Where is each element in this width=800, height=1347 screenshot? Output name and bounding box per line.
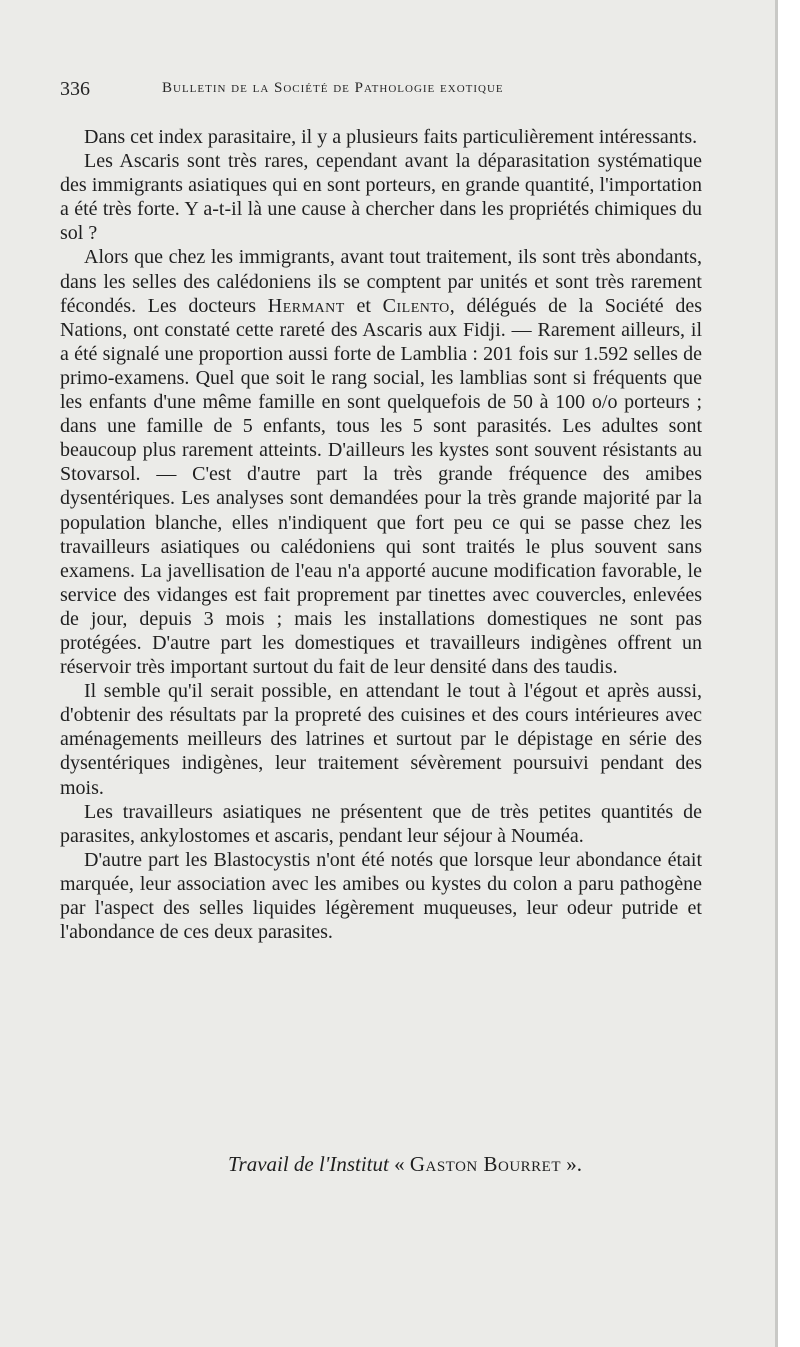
paragraph: Dans cet index parasitaire, il y a plusieurs faits particulièrement intéressants. [84, 126, 698, 148]
signature-institute: Travail de l'Institut [228, 1152, 389, 1176]
paragraph: Les travailleurs asiatiques ne présentent que de très petites quantités de parasites, ankylostomes et ascaris, pendant leur séjour à Nouméa. [60, 800, 702, 847]
paragraph [60, 245, 702, 679]
signature-quote: « [388, 1152, 410, 1176]
page-number: 336 [60, 78, 90, 100]
author-name: Hermant [267, 294, 345, 317]
page-header [60, 78, 700, 108]
signature-line [228, 1152, 688, 1177]
scan-margin [778, 0, 800, 1347]
body-text [60, 125, 702, 944]
paragraph-text: et [344, 294, 383, 317]
paragraph-text: Alors que chez les immigrants, avant tout traitement, ils sont très abondants, dans les selles des calédoniens ils se comptent par unités et sont très rarement fécondés. Les docteurs [60, 246, 702, 317]
signature-name: Gaston Bourret [409, 1152, 561, 1176]
paragraph: Il semble qu'il serait possible, en attendant le tout à l'égout et après aussi, d'obtenir des résultats par la propreté des cuisines et des cours intérieures avec aménagements meilleurs des latrines et surtout par le dépistage en série des dysentériques indigènes, leur traitement sévèrement poursuivi pendant des mois. [60, 680, 702, 799]
author-name: Cilento [382, 294, 450, 317]
running-title: Bulletin de la Société de Pathologie exotique [162, 80, 504, 96]
paragraph-text: , délégués de la Société des Nations, ont constaté cette rareté des Ascaris aux Fidji. — Rarement ailleurs, il a été signalé une proportion aussi forte de Lamblia : 201 fois sur 1.592 selles de primo-examens. Quel que soit le rang social, les lamblias sont si fréquents que les enfants d'une même famille en sont quelquefois de 50 à 100 o/o porteurs ; dans une famille de 5 enfants, tous les 5 sont parasités. Les adultes sont beaucoup plus rarement atteints. D'ailleurs les kystes sont souvent résistants au Stovarsol. — C'est d'autre part la très grande fréquence des amibes dysentériques. Les analyses sont demandées pour la très grande majorité par la population blanche, elles n'indiquent que fort peu ce qui se passe chez les travailleurs asiatiques ou calédoniens qui sont traités le plus souvent sans examens. La javellisation de l'eau n'a apporté aucune modification favorable, le service des vidanges est fait proprement par tinettes avec couvercles, enlevées de jour, depuis 3 mois ; mais les installations domestiques ne sont pas protégées. D'autre part les domestiques et travailleurs indigènes offrent un réservoir très important surtout du fait de leur densité dans des taudis. [60, 294, 702, 679]
paragraph: D'autre part les Blastocystis n'ont été notés que lorsque leur abondance était marquée, leur association avec les amibes ou kystes du colon a paru pathogène par l'aspect des selles liquides légèrement muqueuses, leur odeur putride et l'abondance de ces deux parasites. [60, 848, 702, 944]
signature-quote: ». [561, 1152, 582, 1176]
paragraph: Les Ascaris sont très rares, cependant avant la déparasitation systématique des immigrants asiatiques qui en sont porteurs, en grande quantité, l'importation a été très forte. Y a-t-il là une cause à chercher dans les propriétés chimiques du sol ? [60, 150, 702, 245]
